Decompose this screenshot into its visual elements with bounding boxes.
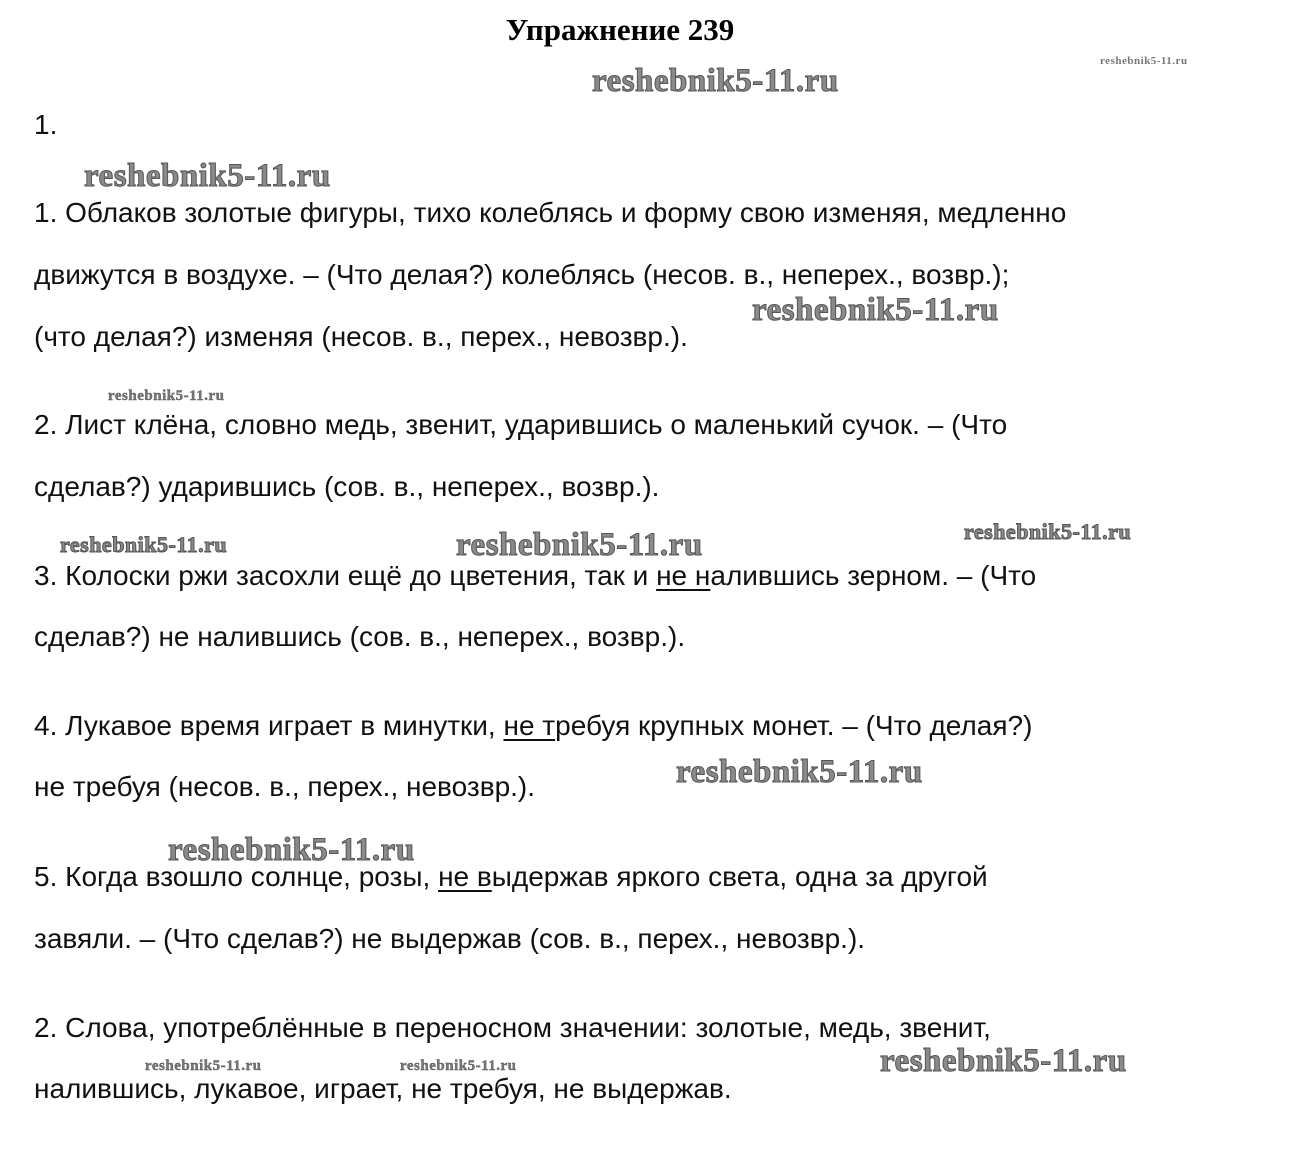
watermark: reshebnik5-11.ru xyxy=(145,1058,262,1074)
item5-text-after: ыдержав яркого света, одна за другой xyxy=(491,861,988,892)
watermark: reshebnik5-11.ru xyxy=(1100,55,1188,67)
item1-line1: 1. Облаков золотые фигуры, тихо колеблясь и форму свою изменяя, медленно xyxy=(34,197,1067,228)
watermark: reshebnik5-11.ru xyxy=(108,388,225,404)
page-title: Упражнение 239 xyxy=(505,12,735,47)
item4-line1 xyxy=(34,709,1032,743)
watermark: reshebnik5-11.ru xyxy=(964,519,1132,544)
watermark: reshebnik5-11.ru xyxy=(456,527,703,563)
watermark: reshebnik5-11.ru xyxy=(880,1043,1127,1079)
part1-label: 1. xyxy=(34,109,58,140)
item4-underlined-ne: не т xyxy=(503,710,556,741)
item3-text-before: 3. Колоски ржи засохли ещё до цветения, так и xyxy=(34,560,657,591)
item2-line1: 2. Лист клёна, словно медь, звенит, ударившись о маленький сучок. – (Что xyxy=(34,409,1008,440)
part2-line2: налившись, лукавое, играет, не требуя, не выдержав. xyxy=(34,1073,732,1104)
watermark: reshebnik5-11.ru xyxy=(168,832,415,868)
item5-line2: завяли. – (Что сделав?) не выдержав (сов. в., перех., невозвр.). xyxy=(34,923,866,954)
watermark: reshebnik5-11.ru xyxy=(60,532,228,557)
item3-underlined-ne: не н xyxy=(656,560,711,591)
watermark: reshebnik5-11.ru xyxy=(676,754,923,790)
item4-text-after: ребуя крупных монет. – (Что делая?) xyxy=(555,710,1033,741)
item3-line1 xyxy=(34,559,1036,593)
watermark: reshebnik5-11.ru xyxy=(592,63,839,99)
item1-line2: движутся в воздухе. – (Что делая?) колеблясь (несов. в., неперех., возвр.); xyxy=(34,259,1010,290)
watermark: reshebnik5-11.ru xyxy=(400,1058,517,1074)
item4-text-before: 4. Лукавое время играет в минутки, xyxy=(34,710,504,741)
watermark: reshebnik5-11.ru xyxy=(84,158,331,194)
item5-underlined-ne: не в xyxy=(438,861,492,892)
watermark: reshebnik5-11.ru xyxy=(752,292,999,328)
item5-text-before: 5. Когда взошло солнце, розы, xyxy=(34,861,439,892)
item3-line2: сделав?) не налившись (сов. в., неперех., возвр.). xyxy=(34,621,686,652)
item1-line3: (что делая?) изменяя (несов. в., перех., невозвр.). xyxy=(34,321,688,352)
item4-line2: не требуя (несов. в., перех., невозвр.). xyxy=(34,771,536,802)
part2-line1: 2. Слова, употреблённые в переносном значении: золотые, медь, звенит, xyxy=(34,1012,991,1043)
item2-line2: сделав?) ударившись (сов. в., неперех., возвр.). xyxy=(34,471,660,502)
item3-text-after: алившись зерном. – (Что xyxy=(710,560,1037,591)
